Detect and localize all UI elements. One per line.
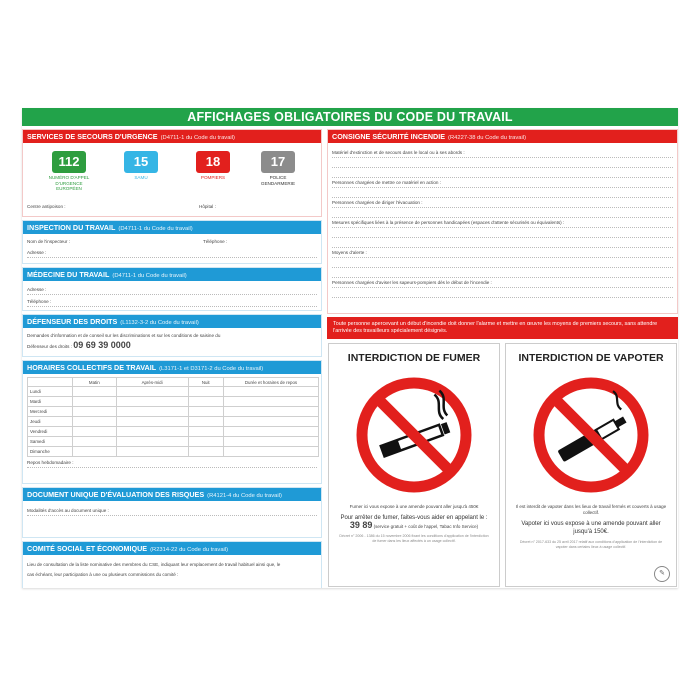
- schedule-cell[interactable]: [188, 397, 223, 407]
- emergency-number-17: [252, 151, 304, 186]
- emergency-number-15: [115, 151, 167, 181]
- section-ref: (D4711-1 du Code du travail): [118, 226, 193, 232]
- number-badge: 15: [124, 151, 158, 173]
- day-cell: Samedi: [28, 437, 73, 447]
- day-cell: Mardi: [28, 397, 73, 407]
- inspection-adresse-field[interactable]: Adresse :: [27, 250, 317, 258]
- blank-line[interactable]: [332, 238, 673, 248]
- schedule-cell[interactable]: [188, 427, 223, 437]
- panel-interdiction-fumer: [328, 343, 500, 587]
- no-vaping-icon: [532, 376, 650, 494]
- section-title: MÉDECINE DU TRAVAIL: [27, 270, 110, 279]
- defenseur-text: Demandes d'information et de conseil sur les discriminations et sur les conditions de saisine du: [27, 333, 221, 338]
- section-inspection: [22, 220, 322, 264]
- column-header: Après-midi: [116, 378, 188, 387]
- poster-title: AFFICHAGES OBLIGATOIRES DU CODE DU TRAVAIL: [22, 108, 678, 126]
- section-header: [328, 130, 677, 143]
- schedule-cell[interactable]: [116, 437, 188, 447]
- schedule-cell[interactable]: [73, 387, 117, 397]
- schedule-cell[interactable]: [188, 437, 223, 447]
- schedule-cell[interactable]: [188, 387, 223, 397]
- schedule-cell[interactable]: [188, 407, 223, 417]
- repos-hebdomadaire-field[interactable]: Repos hebdomadaire :: [27, 460, 317, 468]
- incendie-materiel-field[interactable]: Matériel d'extinction et de secours dans le local ou à ses abords :: [332, 148, 673, 158]
- number-label: SAMU: [134, 175, 148, 180]
- comite-text-1: Lieu de consultation de la liste nominative des membres du CSE, indiquant leur emplacement de travail habituel ainsi que, le: [27, 562, 281, 567]
- section-defenseur: [22, 314, 322, 357]
- blank-line[interactable]: [332, 228, 673, 238]
- day-cell: Jeudi: [28, 417, 73, 427]
- section-ref: (L1132-3-2 du Code du travail): [120, 320, 199, 326]
- panel-interdiction-vapoter: [505, 343, 677, 587]
- vapoter-title: INTERDICTION DE VAPOTER: [518, 352, 664, 364]
- day-cell: Mercredi: [28, 407, 73, 417]
- schedule-cell[interactable]: [224, 417, 319, 427]
- incendie-handicap-field[interactable]: Mesures spécifiques liées à la présence de personnes handicapées (espaces d'attente sécurisés ou équivalents) :: [332, 218, 673, 228]
- incendie-pompiers-field[interactable]: Personnes chargées d'aviser les sapeurs-pompiers dès le début de l'incendie :: [332, 278, 673, 288]
- incendie-evacuation-field[interactable]: Personnes chargées de diriger l'évacuation :: [332, 198, 673, 208]
- column-header: [28, 378, 73, 387]
- schedule-cell[interactable]: [188, 417, 223, 427]
- schedule-cell[interactable]: [224, 387, 319, 397]
- section-header: [23, 361, 321, 374]
- schedule-cell[interactable]: [116, 447, 188, 457]
- number-badge: 17: [261, 151, 295, 173]
- blank-line[interactable]: [332, 258, 673, 268]
- schedule-cell[interactable]: [73, 407, 117, 417]
- schedule-cell[interactable]: [73, 437, 117, 447]
- section-comite: [22, 541, 322, 588]
- table-row: [28, 387, 319, 397]
- incendie-alerte-field[interactable]: Moyens d'alerte :: [332, 248, 673, 258]
- centre-antipoison-field[interactable]: Centre antipoison :: [27, 204, 66, 209]
- publisher-logo-icon: ✎: [654, 566, 670, 582]
- section-title: DOCUMENT UNIQUE D'ÉVALUATION DES RISQUES: [27, 490, 205, 499]
- section-header: [23, 221, 321, 234]
- defenseur-label: Défenseur des droits :: [27, 344, 72, 349]
- emergency-number-18: [187, 151, 239, 181]
- schedule-cell[interactable]: [73, 397, 117, 407]
- section-title: DÉFENSEUR DES DROITS: [27, 317, 118, 326]
- blank-line[interactable]: [332, 288, 673, 298]
- fumer-decret: Décret n° 2006 - 1386 du 15 novembre 2006 fixant les conditions d'application de l'interdiction de fumer dans les lieux affectés à un usage collectif.: [339, 534, 489, 543]
- schedule-cell[interactable]: [73, 417, 117, 427]
- fumer-phone-row: [335, 522, 493, 530]
- number-label: POMPIERS: [200, 175, 226, 180]
- fumer-amende: Fumer ici vous expose à une amende pouvant aller jusqu'à 450€: [349, 504, 479, 509]
- incendie-alert-banner: Toute personne apercevant un début d'incendie doit donner l'alarme et mettre en œuvre les moyens de premiers secours, sans attendre l'arrivée des travailleurs spécialement désignés.: [327, 317, 678, 339]
- section-header: [23, 315, 321, 328]
- table-row: [28, 427, 319, 437]
- column-header: Matin: [73, 378, 117, 387]
- number-label: POLICE GENDARMERIE: [260, 175, 296, 186]
- vapoter-interdit: Il est interdit de vapoter dans les lieux de travail fermés et couverts à usage collectif.: [515, 504, 667, 515]
- schedule-cell[interactable]: [224, 407, 319, 417]
- schedule-cell[interactable]: [224, 447, 319, 457]
- table-row: [28, 407, 319, 417]
- section-header: [23, 488, 321, 501]
- section-header: [23, 268, 321, 281]
- section-title: COMITÉ SOCIAL ET ÉCONOMIQUE: [27, 544, 148, 553]
- table-row: [28, 397, 319, 407]
- document-unique-field[interactable]: Modalités d'accès au document unique :: [27, 508, 317, 516]
- section-ref: (D4711-1 du Code du travail): [160, 135, 235, 141]
- section-medecine: [22, 267, 322, 311]
- schedule-cell[interactable]: [188, 447, 223, 457]
- section-ref: (R4121-4 du Code du travail): [207, 493, 282, 499]
- inspecteur-field[interactable]: Nom de l'inspecteur :: [27, 239, 71, 244]
- vapoter-decret: Décret n° 2017-633 du 25 avril 2017 relatif aux conditions d'application de l'interdiction de vapoter dans certains lieux à usage collectif.: [519, 540, 663, 549]
- blank-line[interactable]: [332, 188, 673, 198]
- blank-line[interactable]: [332, 208, 673, 218]
- day-cell: Lundi: [28, 387, 73, 397]
- comite-text-2: cas échéant, leur participation à une ou plusieurs commissions du comité :: [27, 572, 179, 577]
- section-horaires: [22, 360, 322, 484]
- section-ref: (L3171-1 et D3171-2 du Code du travail): [159, 366, 264, 372]
- day-cell: Vendredi: [28, 427, 73, 437]
- incendie-personnes-action-field[interactable]: Personnes chargées de mettre ce matériel en action :: [332, 178, 673, 188]
- number-badge: 18: [196, 151, 230, 173]
- inspection-row: [23, 234, 321, 246]
- medecine-adresse-field[interactable]: Adresse :: [27, 287, 317, 295]
- section-title: HORAIRES COLLECTIFS DE TRAVAIL: [27, 363, 157, 372]
- section-secours: [22, 129, 322, 217]
- emergency-number-112: [43, 151, 95, 192]
- schedule-cell[interactable]: [73, 447, 117, 457]
- hopital-field[interactable]: Hôpital :: [199, 204, 216, 209]
- vapoter-amende: Vapoter ici vous expose à une amende pouvant aller jusqu'à 150€.: [521, 521, 661, 535]
- blank-line[interactable]: [332, 268, 673, 278]
- schedule-cell[interactable]: [116, 417, 188, 427]
- section-document-unique: [22, 487, 322, 538]
- schedule-cell[interactable]: [224, 437, 319, 447]
- schedule-cell[interactable]: [224, 397, 319, 407]
- number-label: NUMÉRO D'APPEL D'URGENCE EUROPÉEN: [48, 175, 90, 191]
- defenseur-phone-row: [27, 340, 317, 350]
- inspection-telephone-field[interactable]: Téléphone :: [203, 239, 228, 244]
- schedule-cell[interactable]: [116, 427, 188, 437]
- table-row: [28, 447, 319, 457]
- day-cell: Dimanche: [28, 447, 73, 457]
- column-header: Durée et horaires de repos: [224, 378, 319, 387]
- section-ref: (R2314-22 du Code du travail): [150, 547, 229, 553]
- section-title: SERVICES DE SECOURS D'URGENCE: [27, 132, 158, 141]
- section-ref: (D4711-1 du Code du travail): [112, 273, 187, 279]
- poster: [22, 108, 678, 588]
- section-incendie: [327, 129, 678, 314]
- number-badge: 112: [52, 151, 86, 173]
- column-header: Nuit: [188, 378, 223, 387]
- blank-line[interactable]: [332, 158, 673, 168]
- defenseur-phone: 09 69 39 0000: [73, 340, 131, 350]
- schedule-cell[interactable]: [73, 427, 117, 437]
- section-title: CONSIGNE SÉCURITÉ INCENDIE: [332, 132, 446, 141]
- table-row: [28, 417, 319, 427]
- table-header-row: [28, 378, 319, 387]
- section-title: INSPECTION DU TRAVAIL: [27, 223, 116, 232]
- fumer-title: INTERDICTION DE FUMER: [347, 352, 481, 364]
- section-ref: (R4227-38 du Code du travail): [448, 135, 527, 141]
- schedule-cell[interactable]: [116, 387, 188, 397]
- schedule-cell[interactable]: [116, 407, 188, 417]
- schedule-cell[interactable]: [224, 427, 319, 437]
- fumer-aide: Pour arrêter de fumer, faites-vous aider en appelant le :: [340, 515, 488, 521]
- section-header: [23, 542, 321, 555]
- no-smoking-icon: [355, 376, 473, 494]
- fumer-service: (service gratuit + coût de l'appel, Tabac Info Service): [373, 524, 479, 529]
- blank-line[interactable]: [332, 168, 673, 178]
- horaires-table: [27, 377, 319, 457]
- schedule-cell[interactable]: [116, 397, 188, 407]
- table-row: [28, 437, 319, 447]
- section-header: [23, 130, 321, 143]
- medecine-telephone-field[interactable]: Téléphone :: [27, 299, 317, 307]
- tabac-info-phone: 39 89: [349, 520, 373, 530]
